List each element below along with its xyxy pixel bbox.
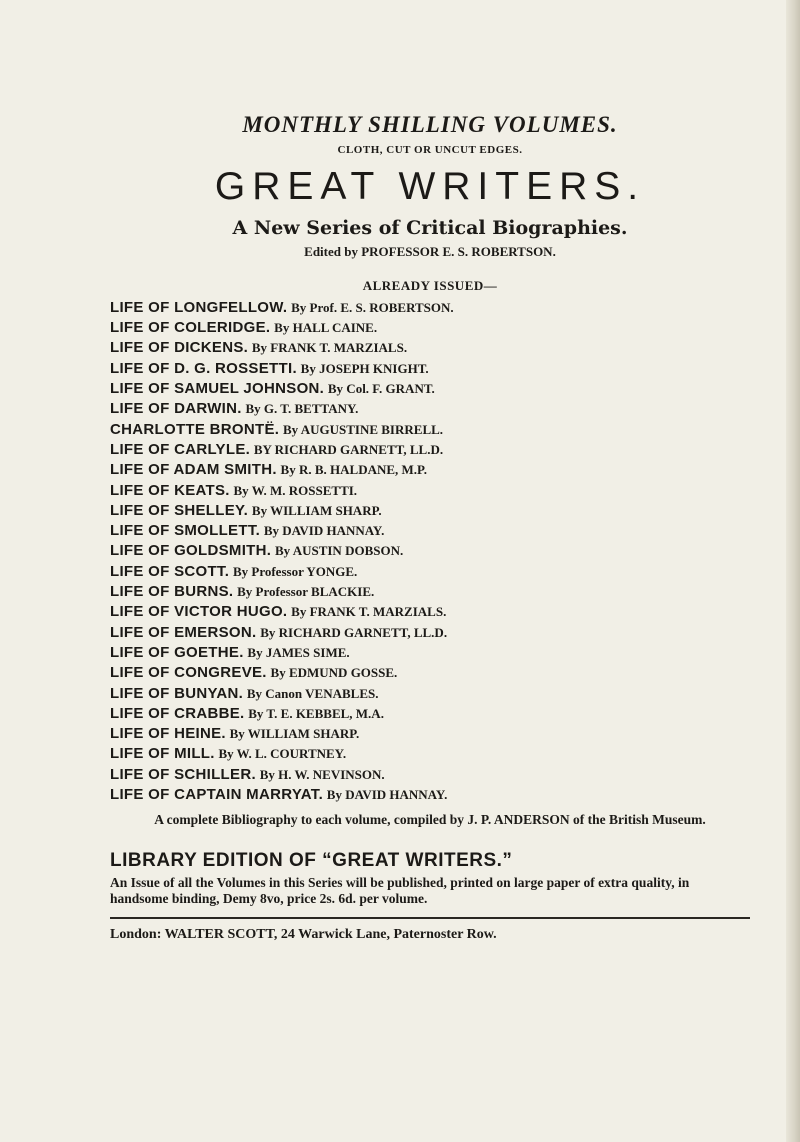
editor-line: Edited by PROFESSOR E. S. ROBERTSON. <box>304 243 556 259</box>
publisher-line: London: WALTER SCOTT, 24 Warwick Lane, Paternoster Row. <box>110 927 497 943</box>
book-title: LIFE OF BURNS. <box>110 583 234 601</box>
page-edge <box>786 0 800 1142</box>
binding-note: CLOTH, CUT OR UNCUT EDGES. <box>337 144 523 156</box>
book-title: LIFE OF CRABBE. <box>110 704 245 722</box>
book-author: By RICHARD GARNETT, LL.D. <box>260 624 448 640</box>
book-entry <box>110 704 750 724</box>
book-author: By Col. F. GRANT. <box>327 381 435 397</box>
book-author: By FRANK T. MARZIALS. <box>251 340 408 356</box>
library-edition-heading: LIBRARY EDITION OF “GREAT WRITERS.” <box>110 850 513 872</box>
book-title: LIFE OF D. G. ROSSETTI. <box>110 359 297 377</box>
subtitle: A New Series of Critical Biographies. <box>232 216 628 239</box>
book-title: LIFE OF GOETHE. <box>110 643 244 661</box>
book-title: LIFE OF DARWIN. <box>110 400 242 418</box>
book-title: LIFE OF SMOLLETT. <box>110 522 261 540</box>
book-author: By HALL CAINE. <box>274 320 378 336</box>
book-author: By WILLIAM SHARP. <box>229 726 360 742</box>
book-author: By FRANK T. MARZIALS. <box>291 604 447 620</box>
book-entry <box>110 420 750 440</box>
book-entry <box>110 379 750 399</box>
bibliography-note: A complete Bibliography to each volume, compiled by J. P. ANDERSON of the British Museum. <box>154 812 706 828</box>
list-heading: ALREADY ISSUED— <box>362 277 498 293</box>
book-entry <box>110 359 750 379</box>
book-title: LIFE OF EMERSON. <box>110 623 257 641</box>
book-title: LIFE OF GOLDSMITH. <box>110 542 272 560</box>
book-entry <box>110 623 750 643</box>
book-author: By WILLIAM SHARP. <box>251 502 382 518</box>
book-author: BY RICHARD GARNETT, LL.D. <box>253 441 444 457</box>
book-title: LIFE OF HEINE. <box>110 725 226 743</box>
book-entry <box>110 399 750 419</box>
book-author: By R. B. HALDANE, M.P. <box>280 462 428 478</box>
book-list <box>110 298 750 805</box>
divider <box>110 917 750 919</box>
book-entry <box>110 501 750 521</box>
book-title: LIFE OF KEATS. <box>110 481 230 499</box>
book-title: LIFE OF MILL. <box>110 745 215 763</box>
book-author: By H. W. NEVINSON. <box>259 766 385 782</box>
library-edition-text: An Issue of all the Volumes in this Series will be published, printed on large paper of extra quality, in handsome binding, Demy 8vo, price 2s. 6d. per volume. <box>110 875 690 907</box>
book-title: LIFE OF COLERIDGE. <box>110 319 271 337</box>
book-author: By Canon VENABLES. <box>246 685 379 701</box>
book-author: By AUSTIN DOBSON. <box>274 543 404 559</box>
book-entry <box>110 744 750 764</box>
book-entry <box>110 765 750 785</box>
book-author: By Professor YONGE. <box>232 563 358 579</box>
book-author: By EDMUND GOSSE. <box>270 665 398 681</box>
series-title: MONTHLY SHILLING VOLUMES. <box>242 112 618 137</box>
book-title: LIFE OF ADAM SMITH. <box>110 461 277 479</box>
book-author: By G. T. BETTANY. <box>245 401 359 417</box>
advertisement-page <box>110 112 750 943</box>
book-title: LIFE OF CONGREVE. <box>110 664 267 682</box>
book-title: LIFE OF LONGFELLOW. <box>110 298 288 316</box>
book-title: LIFE OF BUNYAN. <box>110 684 244 702</box>
book-entry <box>110 785 750 805</box>
book-author: By AUGUSTINE BIRRELL. <box>283 421 444 437</box>
book-title: LIFE OF VICTOR HUGO. <box>110 603 288 621</box>
book-entry <box>110 643 750 663</box>
book-author: By Prof. E. S. ROBERTSON. <box>291 299 454 315</box>
book-entry <box>110 460 750 480</box>
book-entry <box>110 684 750 704</box>
book-title: LIFE OF SHELLEY. <box>110 501 249 519</box>
book-entry <box>110 541 750 561</box>
book-author: By W. L. COURTNEY. <box>218 746 347 762</box>
book-title: LIFE OF DICKENS. <box>110 339 249 357</box>
main-title: GREAT WRITERS. <box>214 165 646 208</box>
book-author: By Professor BLACKIE. <box>237 584 375 600</box>
book-author: By DAVID HANNAY. <box>263 523 385 539</box>
book-entry <box>110 663 750 683</box>
book-entry <box>110 724 750 744</box>
book-author: By JOSEPH KNIGHT. <box>300 360 429 376</box>
book-entry <box>110 298 750 318</box>
book-entry <box>110 562 750 582</box>
book-title: LIFE OF SAMUEL JOHNSON. <box>110 380 325 398</box>
book-author: By W. M. ROSSETTI. <box>233 482 358 498</box>
book-entry <box>110 582 750 602</box>
book-author: By JAMES SIME. <box>247 644 350 660</box>
book-title: LIFE OF CAPTAIN MARRYAT. <box>110 786 324 804</box>
book-entry <box>110 481 750 501</box>
book-author: By T. E. KEBBEL, M.A. <box>248 705 384 721</box>
book-author: By DAVID HANNAY. <box>326 787 448 803</box>
book-entry <box>110 440 750 460</box>
book-entry <box>110 521 750 541</box>
book-entry <box>110 602 750 622</box>
book-title: LIFE OF SCOTT. <box>110 562 230 580</box>
book-entry <box>110 338 750 358</box>
book-title: LIFE OF SCHILLER. <box>110 765 256 783</box>
book-entry <box>110 318 750 338</box>
book-title: CHARLOTTE BRONTË. <box>110 420 280 438</box>
book-title: LIFE OF CARLYLE. <box>110 440 251 458</box>
